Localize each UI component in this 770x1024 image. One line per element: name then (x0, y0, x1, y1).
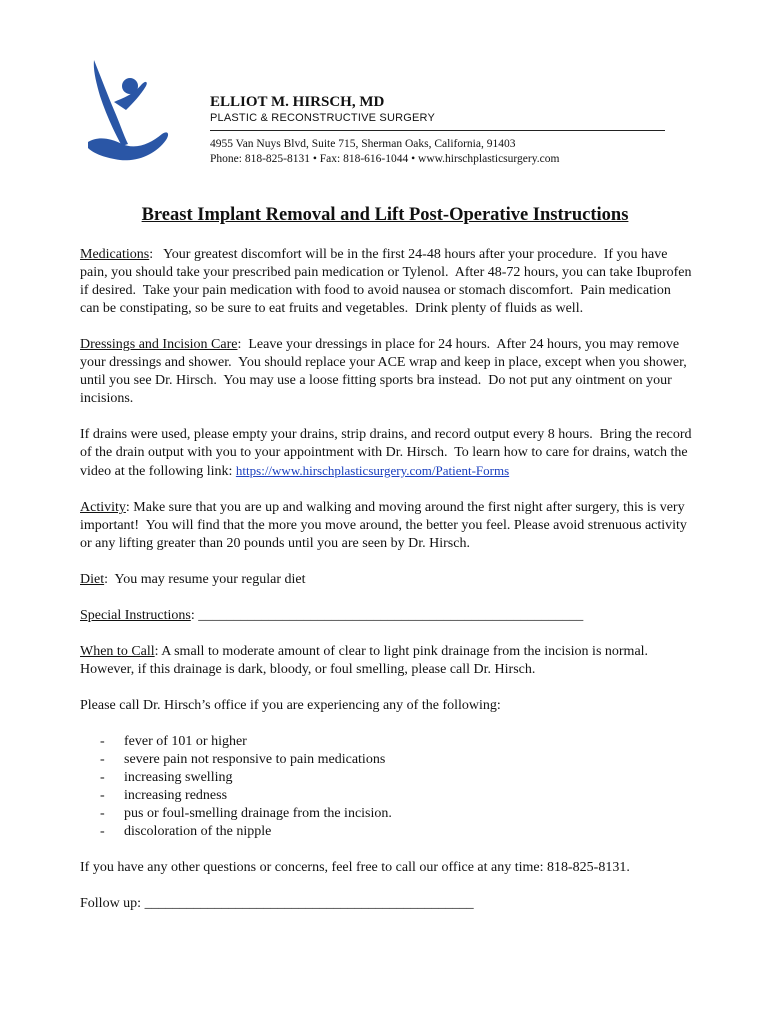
list-item: - pus or foul-smelling drainage from the incision. (100, 806, 392, 821)
specialty: PLASTIC & RECONSTRUCTIVE SURGERY (210, 112, 436, 124)
special-instructions-section (80, 607, 692, 625)
clinic-contact: Phone: 818-825-8131 • Fax: 818-616-1044 • www.hirschplasticsurgery.com (210, 153, 560, 165)
diet-heading: Diet (80, 572, 105, 587)
when-to-call-heading: When to Call (80, 644, 155, 659)
activity-section (80, 499, 692, 553)
list-item: - severe pain not responsive to pain medications (100, 752, 386, 767)
dressings-text: : Leave your dressings in place for 24 hours. After 24 hours, you may remove your dressings and shower. You should replace your ACE wrap and keep in place, except when you shower, until you see Dr. Hirsch. You may use a loose fitting sports bra instead. Do not put any ointment on your incisions. (80, 337, 691, 406)
when-to-call-section (80, 643, 692, 679)
closing-text: If you have any other questions or concerns, feel free to call our office at any time: 818-825-8131. (80, 860, 630, 875)
follow-up-line: Follow up: _______________________________________________ (80, 896, 474, 911)
when-to-call-text: : A small to moderate amount of clear to light pink drainage from the incision is normal. However, if this drainage is dark, bloody, or foul smelling, please call Dr. Hirsch. (80, 644, 652, 677)
instructions-body (80, 246, 696, 931)
symptom-list (80, 733, 692, 841)
clinic-logo-icon (84, 58, 170, 166)
doctor-name: ELLIOT M. HIRSCH, MD (210, 94, 385, 110)
diet-section (80, 571, 692, 589)
clinic-address: 4955 Van Nuys Blvd, Suite 715, Sherman Oaks, California, 91403 (210, 138, 516, 150)
medications-text: : Your greatest discomfort will be in the first 24-48 hours after your procedure. If you have pain, you should take your prescribed pain medication or Tylenol. After 48-72 hours, you can take Ibuprofen if desired. Take your pain medication with food to avoid nausea or stomach discomfort. Pain medication can be constipating, so be sure to eat fruits and vegetables. Drink plenty of fluids as well. (80, 247, 695, 316)
drains-text: If drains were used, please empty your drains, strip drains, and record output every 8 hours. Bring the record of the drain output with you to your appointment with Dr. Hirsch. To learn how to care for drains, watch the video at the following link: (80, 427, 696, 479)
letterhead (210, 93, 665, 167)
patient-forms-link[interactable]: https://www.hirschplasticsurgery.com/Patient-Forms (235, 463, 510, 478)
medications-heading: Medications (80, 247, 150, 262)
header-divider (210, 130, 665, 131)
document-title: Breast Implant Removal and Lift Post-Operative Instructions (141, 205, 629, 225)
diet-text: : You may resume your regular diet (104, 572, 306, 587)
activity-heading: Activity (80, 500, 126, 515)
list-item: - fever of 101 or higher (100, 734, 247, 749)
dressings-heading: Dressings and Incision Care (80, 337, 238, 352)
list-item: - discoloration of the nipple (100, 824, 272, 839)
special-instructions-heading: Special Instructions (80, 608, 191, 623)
medications-section (80, 246, 695, 318)
list-item: - increasing swelling (100, 770, 233, 785)
special-instructions-blank: : _______________________________________________________ (190, 608, 584, 623)
list-item: - increasing redness (100, 788, 228, 803)
activity-text: : Make sure that you are up and walking and moving around the first night after surgery, this is very important! You will find that the more you move around, the better you feel. Please avoid strenuous activity or any lifting greater than 20 pounds until you are seen by Dr. Hirsch. (80, 500, 691, 551)
drains-section (80, 426, 696, 481)
call-intro: Please call Dr. Hirsch’s office if you are experiencing any of the following: (80, 698, 501, 713)
dressings-section (80, 336, 692, 408)
